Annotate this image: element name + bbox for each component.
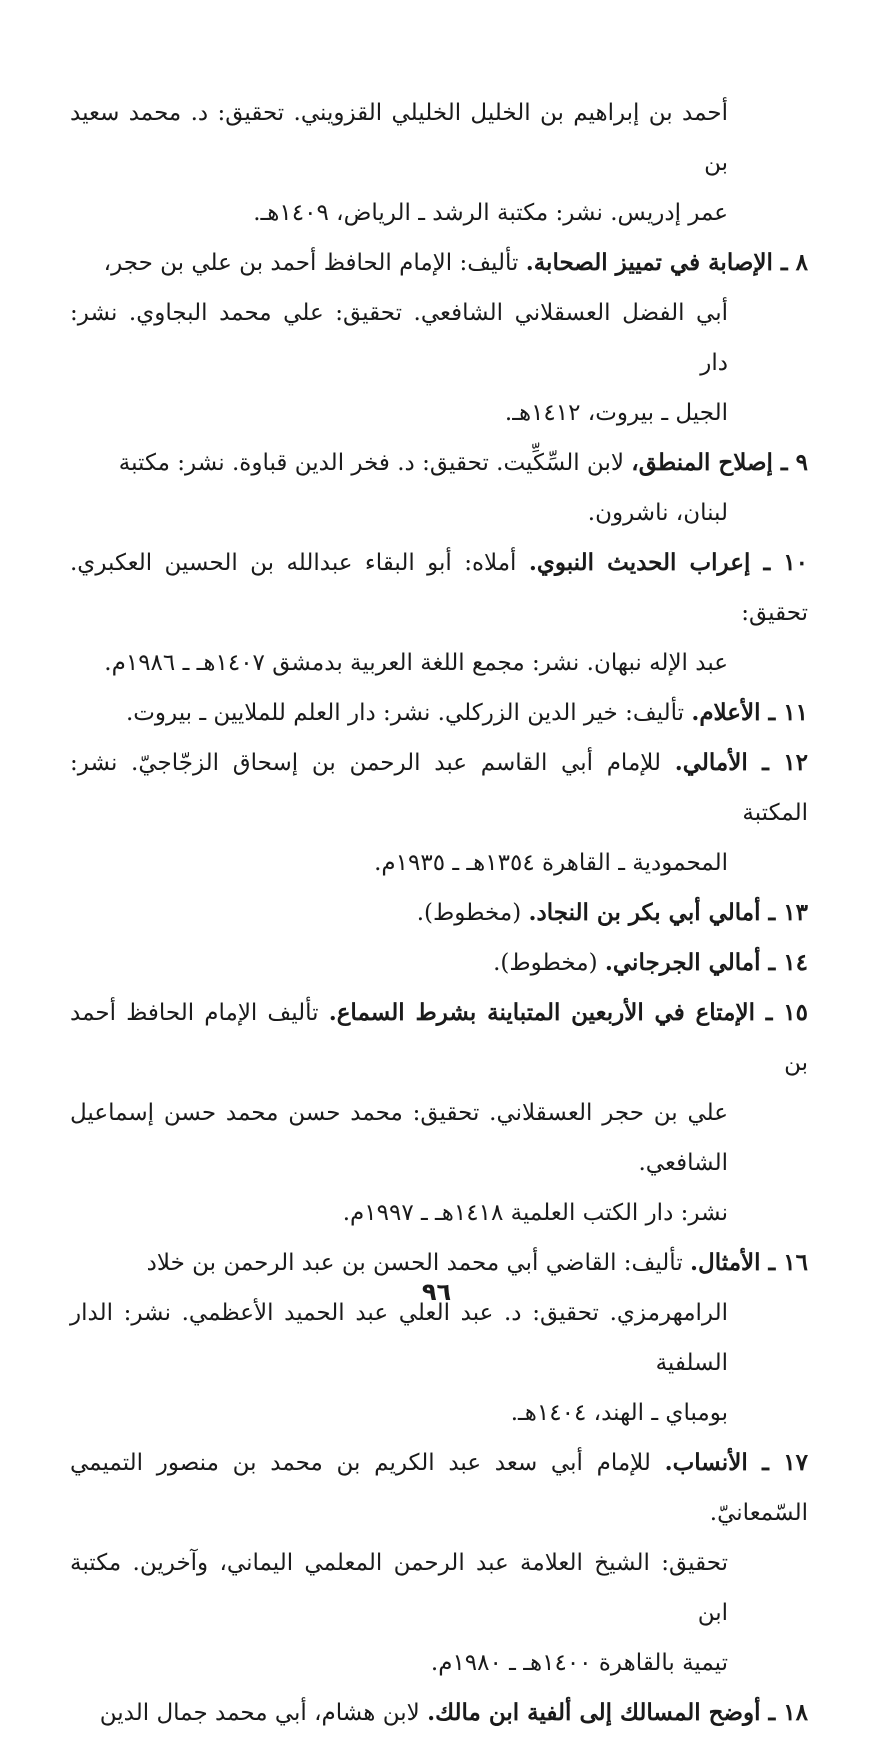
- entry-first-line: [70, 988, 808, 1088]
- entry-first-line: [70, 238, 808, 288]
- entry-line: عمر إدريس. نشر: مكتبة الرشد ـ الرياض، ١٤٠٩هـ.: [253, 200, 728, 226]
- entry-title: ١٧ ـ الأنساب.: [664, 1449, 808, 1476]
- page-body: [70, 88, 808, 1738]
- bibliography-entry: [70, 1438, 808, 1688]
- entry-line: عبد الإله نبهان. نشر: مجمع اللغة العربية بدمشق ١٤٠٧هـ ـ ١٩٨٦م.: [104, 650, 728, 676]
- entry-line: علي بن حجر العسقلاني. تحقيق: محمد حسن محمد حسن إسماعيل الشافعي.: [70, 1100, 728, 1176]
- entry-first-line: [70, 438, 808, 488]
- page-number: ٩٦: [421, 1278, 452, 1306]
- bibliography-entry: [70, 938, 808, 988]
- entry-title: ٨ ـ الإصابة في تمييز الصحابة.: [525, 249, 808, 276]
- bibliography-entry: [70, 988, 808, 1238]
- entry-title: ١٥ ـ الإمتاع في الأربعين المتباينة بشرط السماع.: [328, 999, 809, 1026]
- entry-text: تأليف: الإمام الحافظ أحمد بن علي بن حجر،: [103, 250, 519, 276]
- entry-line: بومباي ـ الهند، ١٤٠٤هـ.: [510, 1400, 728, 1426]
- entry-text: (مخطوط).: [416, 900, 522, 926]
- entry-line: المحمودية ـ القاهرة ١٣٥٤هـ ـ ١٩٣٥م.: [374, 850, 728, 876]
- entry-title: ١٠ ـ إعراب الحديث النبوي.: [528, 549, 808, 576]
- entry-first-line: [70, 688, 808, 738]
- bibliography-entry: [70, 438, 808, 538]
- entry-title: ٩ ـ إصلاح المنطق،: [631, 449, 808, 476]
- entry-title: ١٨ ـ أوضح المسالك إلى ألفية ابن مالك.: [427, 1699, 808, 1726]
- entry-first-line: [70, 938, 808, 988]
- entry-title: ١٤ ـ أمالي الجرجاني.: [604, 949, 808, 976]
- bibliography-entry: [70, 538, 808, 688]
- bibliography-entry: [70, 88, 808, 238]
- bibliography-entry: [70, 738, 808, 888]
- entry-title: ١٦ ـ الأمثال.: [690, 1249, 808, 1276]
- entry-text: أملاه: أبو البقاء عبدالله بن الحسين العكبري. تحقيق:: [70, 550, 808, 626]
- entry-line: تحقيق: الشيخ العلامة عبد الرحمن المعلمي اليماني، وآخرين. مكتبة ابن: [70, 1550, 728, 1626]
- bibliography-entry: [70, 688, 808, 738]
- entry-text: للإمام أبي سعد عبد الكريم بن محمد بن منصور التميمي السّمعانيّ.: [70, 1450, 808, 1526]
- entry-text: لابن هشام، أبي محمد جمال الدين: [99, 1700, 420, 1726]
- entry-text: (مخطوط).: [493, 950, 598, 976]
- entry-first-line: [70, 738, 808, 838]
- bibliography-entry: [70, 1238, 808, 1438]
- entry-title: ١٣ ـ أمالي أبي بكر بن النجاد.: [528, 899, 808, 926]
- entry-title: ١٢ ـ الأمالي.: [674, 749, 808, 776]
- entry-line: الرامهرمزي. تحقيق: د. عبد العلي عبد الحميد الأعظمي. نشر: الدار السلفية: [70, 1300, 728, 1376]
- bibliography-entry: [70, 888, 808, 938]
- entry-title: ١١ ـ الأعلام.: [691, 699, 808, 726]
- entry-line: تيمية بالقاهرة ١٤٠٠هـ ـ ١٩٨٠م.: [430, 1650, 728, 1676]
- entry-text: للإمام أبي القاسم عبد الرحمن بن إسحاق الزجّاجيّ. نشر: المكتبة: [70, 750, 808, 826]
- bibliography-entry: [70, 1688, 808, 1738]
- entry-line: الجيل ـ بيروت، ١٤١٢هـ.: [504, 400, 728, 426]
- entry-line: نشر: دار الكتب العلمية ١٤١٨هـ ـ ١٩٩٧م.: [342, 1200, 728, 1226]
- entry-line: لبنان، ناشرون.: [587, 500, 728, 526]
- entry-first-line: [70, 538, 808, 638]
- entry-first-line: [70, 1438, 808, 1538]
- entry-text: تأليف الإمام الحافظ أحمد بن: [70, 1000, 808, 1076]
- bibliography-entry: [70, 238, 808, 438]
- entry-line: أبي الفضل العسقلاني الشافعي. تحقيق: علي محمد البجاوي. نشر: دار: [70, 300, 728, 376]
- entry-text: لابن السِّكِّيت. تحقيق: د. فخر الدين قباوة. نشر: مكتبة: [118, 450, 624, 476]
- entry-text: تأليف: القاضي أبي محمد الحسن بن عبد الرحمن بن خلاد: [146, 1250, 683, 1276]
- entry-first-line: [70, 888, 808, 938]
- entry-first-line: [70, 1688, 808, 1738]
- entry-text: تأليف: خير الدين الزركلي. نشر: دار العلم للملايين ـ بيروت.: [125, 700, 684, 726]
- entry-line: أحمد بن إبراهيم بن الخليل الخليلي القزويني. تحقيق: د. محمد سعيد بن: [70, 100, 728, 176]
